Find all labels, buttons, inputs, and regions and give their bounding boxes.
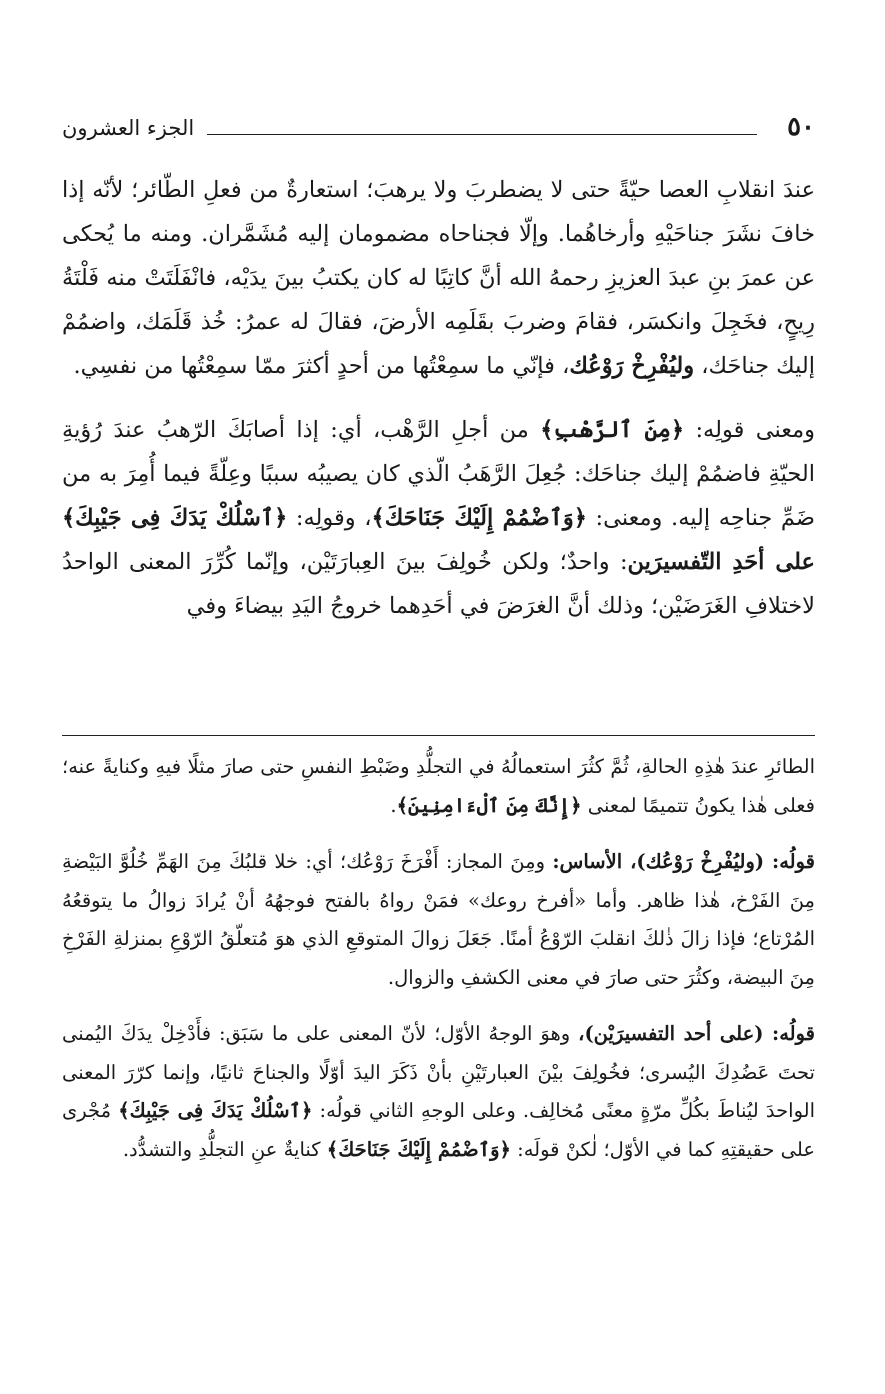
header-rule: [207, 134, 757, 135]
quran-quote: ﴿إِنَّكَ مِنَ ٱلْءَامِنِينَ﴾: [396, 793, 582, 817]
quran-quote: ﴿ٱسْلُكْ يَدَكَ فِى جَيْبِكَ﴾: [118, 1099, 313, 1122]
quran-quote: ﴿وَٱضْمُمْ إِلَيْكَ جَنَاحَكَ﴾: [326, 1137, 511, 1161]
footnote-3: قولُه: (على أحد التفسيرَيْن)، وهوَ الوجهُ الأوّل؛ لأنّ المعنى على ما سَبَق: فأَدْخِلْ يدَكَ اليُمنى تحتَ عَضُدِكَ اليُسرى؛ فخُولِفَ بيْنَ العبارتَيْنِ بأنْ ذَكَرَ اليدَ أوّلًا والجناحَ ثانيًا، وإنما كرّرَ المعنى الواحدَ ليُناطَ بكُلِّ مرّةٍ معنًى مُخالِف. وعلى الوجهِ الثاني قولُه: ﴿ٱسْلُكْ يَدَكَ فِى جَيْبِكَ﴾ مُجْرى على حقيقتِهِ كما في الأوّل؛ لٰكنْ قولَه: ﴿وَٱضْمُمْ إِلَيْكَ جَنَاحَكَ﴾ كنايةٌ عنِ التجلُّدِ والتشدُّد.: [62, 1022, 816, 1161]
part-title: الجزء العشرون: [62, 116, 195, 140]
bold-phrase: وليُفْرِخْ رَوْعُك: [569, 353, 695, 379]
main-paragraph-2: ومعنى قولِه: ﴿مِنَ ٱلرَّهْبِ﴾ من أجلِ الرَّهْب، أي: إذا أصابَكَ الرّهبُ عندَ رُؤيةِ الحيّةِ فاضمُمْ إليك جناحَك: جُعِلَ الرَّهَبُ الّذي كان يصيبُه سببًا وعِلّةً فيما أُمِرَ به من ضَمِّ جناحِه إليه. ومعنى: ﴿وَٱضْمُمْ إِلَيْكَ جَنَاحَكَ﴾، وقولِه: ﴿ٱسْلُكْ يَدَكَ فِى جَيْبِكَ﴾ على أحَدِ التّفسيرَين: واحدٌ؛ ولكن خُولِفَ بينَ العِبارَتَيْن، وإنّما كُرِّرَ المعنى الواحدُ لاختلافِ الغَرَضَيْن؛ وذلك أنَّ الغرَضَ في أحَدِهما خروجُ اليَدِ بيضاءَ وفي: [62, 417, 816, 619]
footnote-label: قولُه: (على أحد التفسيرَيْن)،: [578, 1022, 816, 1045]
quran-quote: ﴿مِنَ ٱلرَّهْبِ﴾: [540, 417, 685, 443]
footnote-1: الطائرِ عندَ هٰذِهِ الحالةِ، ثُمَّ كثُرَ استعمالُهُ في التجلُّدِ وضَبْطِ النفسِ حتى صارَ مثلًا فيهِ وكنايةً عنه؛ فعلى هٰذا يكونُ تتميمًا لمعنى ﴿إِنَّكَ مِنَ ٱلْءَامِنِينَ﴾.: [62, 755, 815, 817]
footnote-divider: [62, 735, 815, 736]
bold-phrase: على أحَدِ التّفسيرَين: [627, 549, 815, 575]
page-header: [62, 112, 815, 152]
footnote-label: قولُه: (وليُفْرِخْ رَوْعُك)، الأساس:: [552, 850, 815, 873]
quran-quote: ﴿ٱسْلُكْ يَدَكَ فِى جَيْبِكَ﴾: [62, 505, 288, 531]
quran-quote: ﴿وَٱضْمُمْ إِلَيْكَ جَنَاحَكَ﴾: [371, 505, 587, 531]
page-number: ٥٠: [787, 112, 815, 142]
footnotes: [62, 748, 815, 1187]
main-paragraph-1: عندَ انقلابِ العصا حيّةً حتى لا يضطربَ ولا يرهبَ؛ استعارةٌ من فعلِ الطّائر؛ لأنّه إذا خافَ نشَرَ جناحَيْهِ وأرخاهُما. وإلّا فجناحاه مضمومان إليه مُشَمَّران. ومنه ما يُحكى عن عمرَ بنِ عبدَ العزيزِ رحمهُ الله أنَّ كاتِبًا له كان يكتبُ بينَ يدَيْه، فانْفَلَتَتْ منه فَلْتَةُ رِيحٍ، فخَجِلَ وانكسَر، فقامَ وضربَ بقَلَمِه الأرضَ، فقالَ له عمرُ: خُذ قَلَمَك، واضمُمْ إليك جناحَك، وليُفْرِخْ رَوْعُك، فإنّي ما سمِعْتُها من أحدٍ أكثرَ ممّا سمِعْتُها من نفسِي.: [62, 177, 815, 379]
main-text: [62, 168, 815, 628]
footnote-2: قولُه: (وليُفْرِخْ رَوْعُك)، الأساس: ومِنَ المجاز: أَفْرَخَ رَوْعُك؛ أي: خلا قلبُكَ مِنَ الهَمِّ خُلُوَّ البَيْضةِ مِنَ الفَرْخ، هٰذا ظاهر. وأما «أفرخ روعك» فمَنْ رواهُ بالفتح فوجهُهُ أنْ يُرادَ زوالُ ما يتوقعُهُ المُرْتاع؛ فإذا زالَ ذٰلكَ انقلبَ الرّوْعُ أمنًا. جَعَلَ زوالَ المتوقعِ الذي هوَ مُتعلّقُ الرّوْعِ بمنزلةِ الفَرْخِ مِنَ البيضة، وكثُرَ حتى صارَ في معنى الكشفِ والزوال.: [62, 850, 815, 989]
